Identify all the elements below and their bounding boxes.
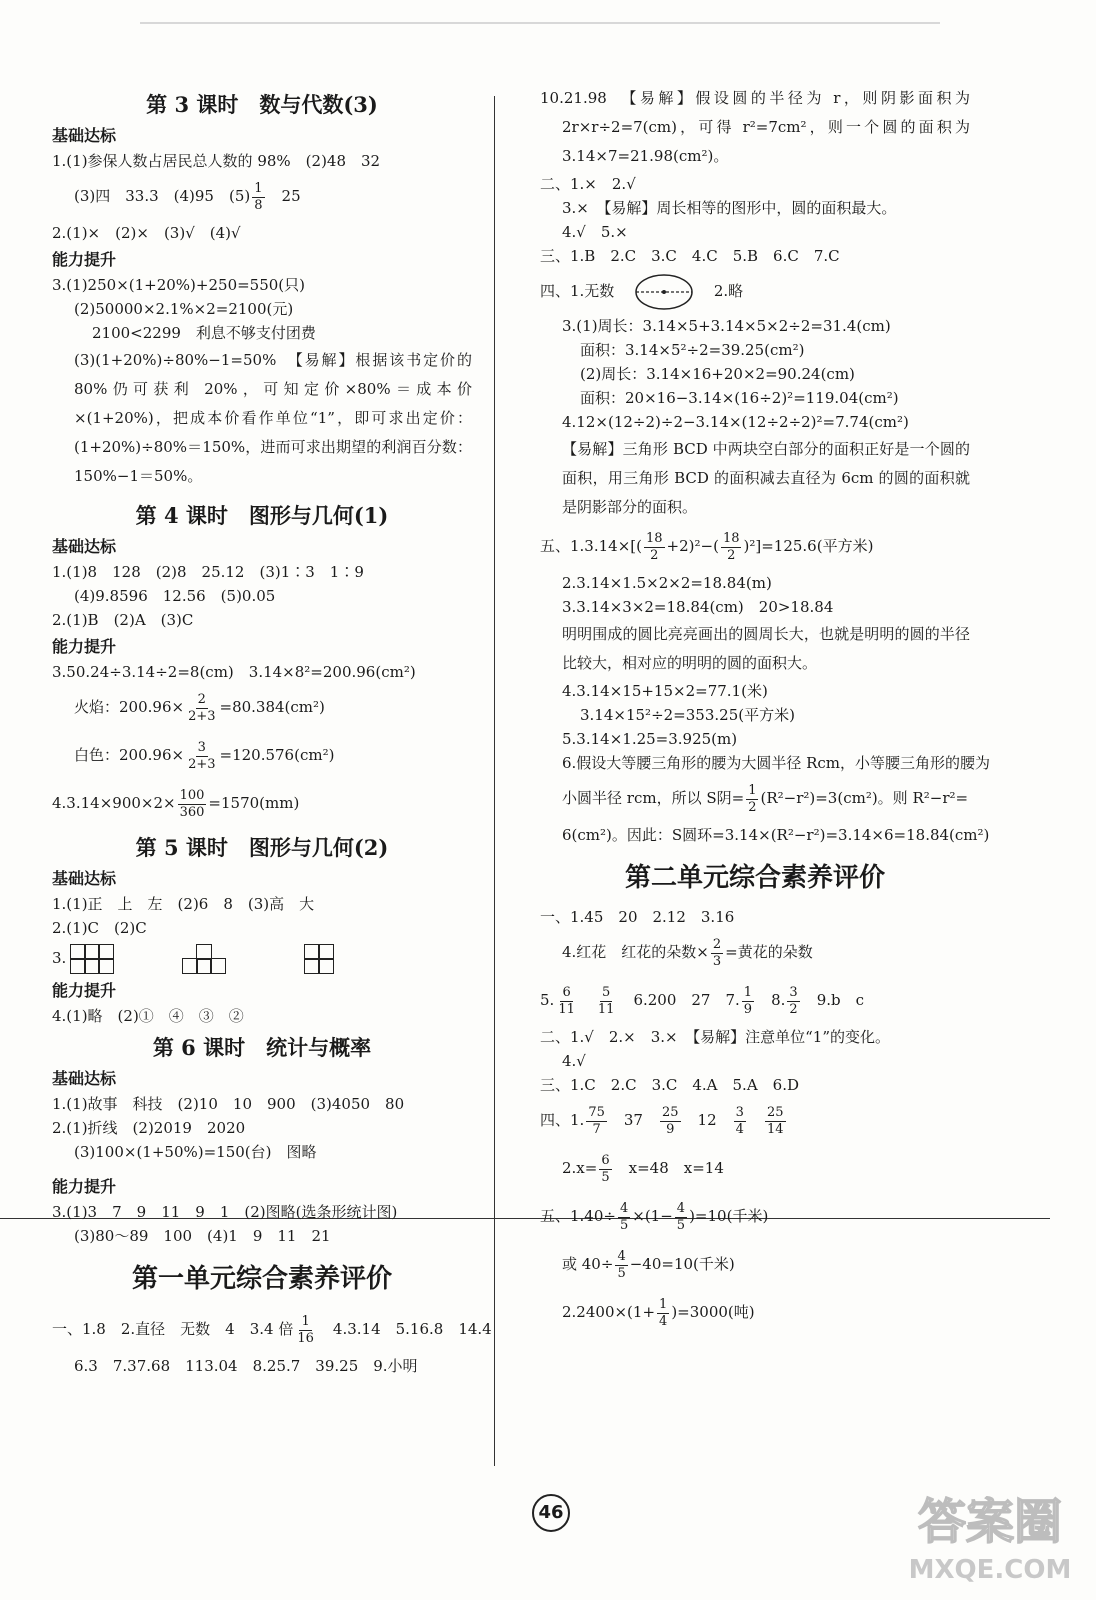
unit-1-title: 第一单元综合素养评价 xyxy=(131,1264,392,1294)
answer-line: 2.(1)折线 (2)2019 2020 xyxy=(52,1119,246,1137)
fraction: $\frac{2}{3}$ xyxy=(712,936,722,969)
answer-line: 3.(1)周长：3.14×5+3.14×5×2÷2=31.4(cm) xyxy=(562,317,891,335)
lesson-5-title: 第 5 课时 图形与几何(2) xyxy=(135,835,389,860)
answer-line: (3)100×(1+50%)=150(台) 图略 xyxy=(74,1143,317,1161)
explanation: (3)(1+20%)÷80%−1=50% 【易解】根据该书定价的80%仍可获利 20%，可知定价×80%＝成本价×(1+20%)，把成本价看作单位“1”，即可求出定价：(1+20%)÷80%＝150%，进而可求出期望的利润百分数：150%−1＝50%。 xyxy=(74,351,472,485)
fraction: $\frac{4}{5}$ xyxy=(676,1200,686,1233)
section-advanced: 能力提升 xyxy=(52,250,117,269)
left-column xyxy=(52,84,492,1379)
block-diagram-top xyxy=(305,945,333,974)
answer-line: 3.3.14×3×2=18.84(cm) 20>18.84 xyxy=(562,598,834,616)
section-advanced: 能力提升 xyxy=(52,1177,117,1196)
lesson-6-title: 第 6 课时 统计与概率 xyxy=(152,1035,372,1060)
answer-line: 1.(1)故事 科技 (2)10 10 900 (3)4050 80 xyxy=(52,1095,405,1113)
answer-line: 4.(1)略 (2)① ④ ③ ② xyxy=(52,1007,244,1025)
fraction: $\frac{25}{14}$ xyxy=(766,1104,784,1137)
block-diagram-front xyxy=(71,945,113,974)
answer-line: 三、1.C 2.C 3.C 4.A 5.A 6.D xyxy=(540,1076,799,1094)
answer-line: 4.3.14×15+15×2=77.1(米) xyxy=(562,682,768,700)
section-basic: 基础达标 xyxy=(52,869,117,888)
answer-line: 2.(1)C (2)C xyxy=(52,919,147,937)
fraction: $\frac{4}{5}$ xyxy=(619,1200,629,1233)
answer-line: 2.(1)× (2)× (3)√ (4)√ xyxy=(52,224,241,242)
answer-line: 1.(1)参保人数占居民总人数的 98% (2)48 32 xyxy=(52,152,381,170)
unit-2-title: 第二单元综合素养评价 xyxy=(624,863,885,893)
answer-line: 2100<2299 利息不够支付团费 xyxy=(92,324,316,342)
answer-line: 5. $\frac{6}{11}$ $\frac{5}{11}$ 6.200 27 7. $\frac{1}{9}$ 8. $\frac{3}{2}$ 9.b c xyxy=(540,984,865,1017)
explanation: 【易解】三角形 BCD 中两块空白部分的面积正好是一个圆的面积，用三角形 BCD 的面积减去直径为 6cm 的圆的面积就是阴影部分的面积。 xyxy=(562,440,970,516)
section-basic: 基础达标 xyxy=(52,1069,117,1088)
fraction: $\frac{2}{2+3}$ xyxy=(188,691,216,724)
answer-line: 3. xyxy=(52,941,472,975)
fraction: $\frac{75}{7}$ xyxy=(588,1104,605,1137)
answer-line: (3)80～89 100 (4)1 9 11 21 xyxy=(74,1227,331,1245)
section-basic: 基础达标 xyxy=(52,126,117,145)
answer-line: 五、1.3.14×[( $\frac{18}{2}$ +2)²−( $\frac{18}{2}$ )²]=125.6(平方米) xyxy=(540,530,874,563)
answer-line: 四、1. $\frac{75}{7}$ 37 $\frac{25}{9}$ 12 $\frac{3}{4}$ $\frac{25}{14}$ xyxy=(540,1104,784,1137)
answer-line: 6.3 7.37.68 113.04 8.25.7 39.25 9.小明 xyxy=(74,1357,418,1375)
answer-line: 或 40÷ $\frac{4}{5}$ −40=10(千米) xyxy=(562,1248,735,1281)
answer-line: 火焰：200.96× $\frac{2}{2+3}$ =80.384(cm²) xyxy=(74,691,325,724)
answer-line: 2.2400×(1+ $\frac{1}{4}$ )=3000(吨) xyxy=(562,1296,755,1329)
top-rule xyxy=(140,22,940,24)
fraction: $\frac{3}{4}$ xyxy=(735,1104,744,1137)
answer-line: 1.(1)正 上 左 (2)6 8 (3)高 大 xyxy=(52,895,315,913)
answer-line: 3.50.24÷3.14÷2=8(cm) 3.14×8²=200.96(cm²) xyxy=(52,663,416,681)
answer-line: 面积：20×16−3.14×(16÷2)²=119.04(cm²) xyxy=(580,389,899,407)
answer-line: (3)四 33.3 (4)95 (5) $\frac{1}{8}$ 25 xyxy=(74,180,301,213)
lesson-3-title: 第 3 课时 数与代数(3) xyxy=(146,92,378,117)
answer-line: 3.(1)250×(1+20%)+250=550(只) xyxy=(52,276,306,294)
fraction: $\frac{3}{2}$ xyxy=(789,984,798,1017)
answer-line: 3.14×15²÷2=353.25(平方米) xyxy=(580,706,795,724)
fraction: $\frac{18}{2}$ xyxy=(645,530,663,563)
answer-line: 3.× 【易解】周长相等的图形中，圆的面积最大。 xyxy=(562,199,897,217)
fraction: $\frac{18}{2}$ xyxy=(722,530,740,563)
answer-line: 4.12×(12÷2)÷2−3.14×(12÷2÷2)²=7.74(cm²) xyxy=(562,413,909,431)
block-diagrams xyxy=(71,945,333,974)
section-basic: 基础达标 xyxy=(52,537,117,556)
fraction: $\frac{6}{11}$ xyxy=(558,984,575,1017)
fraction: $\frac{25}{9}$ xyxy=(661,1104,679,1137)
fraction: $\frac{1}{16}$ xyxy=(297,1313,314,1346)
section-advanced: 能力提升 xyxy=(52,981,117,1000)
answer-line: 4.√ xyxy=(562,1052,586,1070)
block-diagram-side xyxy=(183,945,225,974)
fraction: $\frac{1}{2}$ xyxy=(748,782,757,815)
answer-line: 面积：3.14×5²÷2=39.25(cm²) xyxy=(580,341,805,359)
fraction: $\frac{100}{360}$ xyxy=(179,787,205,820)
answer-line: 小圆半径 rcm，所以 S阴= $\frac{1}{2}$ (R²−r²)=3(cm²)。则 R²−r²= xyxy=(562,782,969,815)
answer-line: 一、1.8 2.直径 无数 4 3.4 倍 $\frac{1}{16}$ 4.3.14 5.16.8 14.4 xyxy=(52,1313,492,1346)
answer-line: (2)50000×2.1%×2=2100(元) xyxy=(74,300,294,318)
circle-diameter-icon xyxy=(631,272,697,312)
answer-line: 二、1.√ 2.× 3.× 【易解】注意单位“1”的变化。 xyxy=(540,1028,891,1046)
answer-10: 10.21.98 【易解】假设圆的半径为 r，则阴影面积为 2r×r÷2=7(cm)，可得 r²=7cm²，则一个圆的面积为 3.14×7=21.98(cm²)。 xyxy=(540,89,970,165)
answer-line: 6.假设大等腰三角形的腰为大圆半径 Rcm，小等腰三角形的腰为 xyxy=(562,754,991,772)
answer-line: 1.(1)8 128 (2)8 25.12 (3)1∶3 1∶9 xyxy=(52,563,364,581)
watermark-logo xyxy=(900,1480,1080,1590)
answer-line: 三、1.B 2.C 3.C 4.C 5.B 6.C 7.C xyxy=(540,247,840,265)
column-divider xyxy=(494,96,495,1466)
explanation: 明明围成的圆比亮亮画出的圆周长大，也就是明明的圆的半径比较大，相对应的明明的圆的面积大。 xyxy=(562,625,970,672)
answer-line: (4)9.8596 12.56 (5)0.05 xyxy=(74,587,276,605)
answer-line: 五、1.40÷ $\frac{4}{5}$ ×(1− $\frac{4}{5}$ )=10(千米) xyxy=(540,1200,769,1233)
watermark-text: 答案圈 xyxy=(917,1494,1063,1550)
answer-line: 一、1.45 20 2.12 3.16 xyxy=(540,908,735,926)
answer-line: 4.3.14×900×2× $\frac{100}{360}$ =1570(mm) xyxy=(52,787,300,820)
fraction: $\frac{4}{5}$ xyxy=(617,1248,626,1281)
section-advanced: 能力提升 xyxy=(52,637,117,656)
watermark-url: MXQE.COM xyxy=(908,1555,1072,1585)
answer-line: 白色：200.96× $\frac{3}{2+3}$ =120.576(cm²) xyxy=(74,739,335,772)
answer-line: 2.x= $\frac{6}{5}$ x=48 x=14 xyxy=(562,1152,724,1185)
fraction: $\frac{5}{11}$ xyxy=(597,984,615,1017)
answer-line: 4.√ 5.× xyxy=(562,223,628,241)
answer-line: 4.红花 红花的朵数× $\frac{2}{3}$ =黄花的朵数 xyxy=(562,936,813,969)
answer-line: 5.3.14×1.25=3.925(m) xyxy=(562,730,738,748)
fraction: $\frac{1}{9}$ xyxy=(743,984,753,1017)
fraction: $\frac{3}{2+3}$ xyxy=(188,739,216,772)
page-number: 46 xyxy=(532,1494,570,1532)
lesson-4-title: 第 4 课时 图形与几何(1) xyxy=(135,503,389,528)
answer-line: 6(cm²)。因此：S圆环=3.14×(R²−r²)=3.14×6=18.84(cm²) xyxy=(562,826,990,844)
answer-line: 2.3.14×1.5×2×2=18.84(m) xyxy=(562,574,772,592)
fraction: $\frac{1}{4}$ xyxy=(659,1296,668,1329)
fraction: $\frac{6}{5}$ xyxy=(601,1152,610,1185)
answer-line: 3.(1)3 7 9 11 9 1 (2)图略(选条形统计图) xyxy=(52,1203,398,1221)
answer-line: 二、1.× 2.√ xyxy=(540,175,636,193)
answer-line: 四、1.无数 2.略 xyxy=(540,269,970,313)
answer-line: 2.(1)B (2)A (3)C xyxy=(52,611,194,629)
right-column xyxy=(540,84,991,1338)
answer-line: (2)周长：3.14×16+20×2=90.24(cm) xyxy=(580,365,855,383)
fraction: $\frac{1}{8}$ xyxy=(254,180,263,213)
